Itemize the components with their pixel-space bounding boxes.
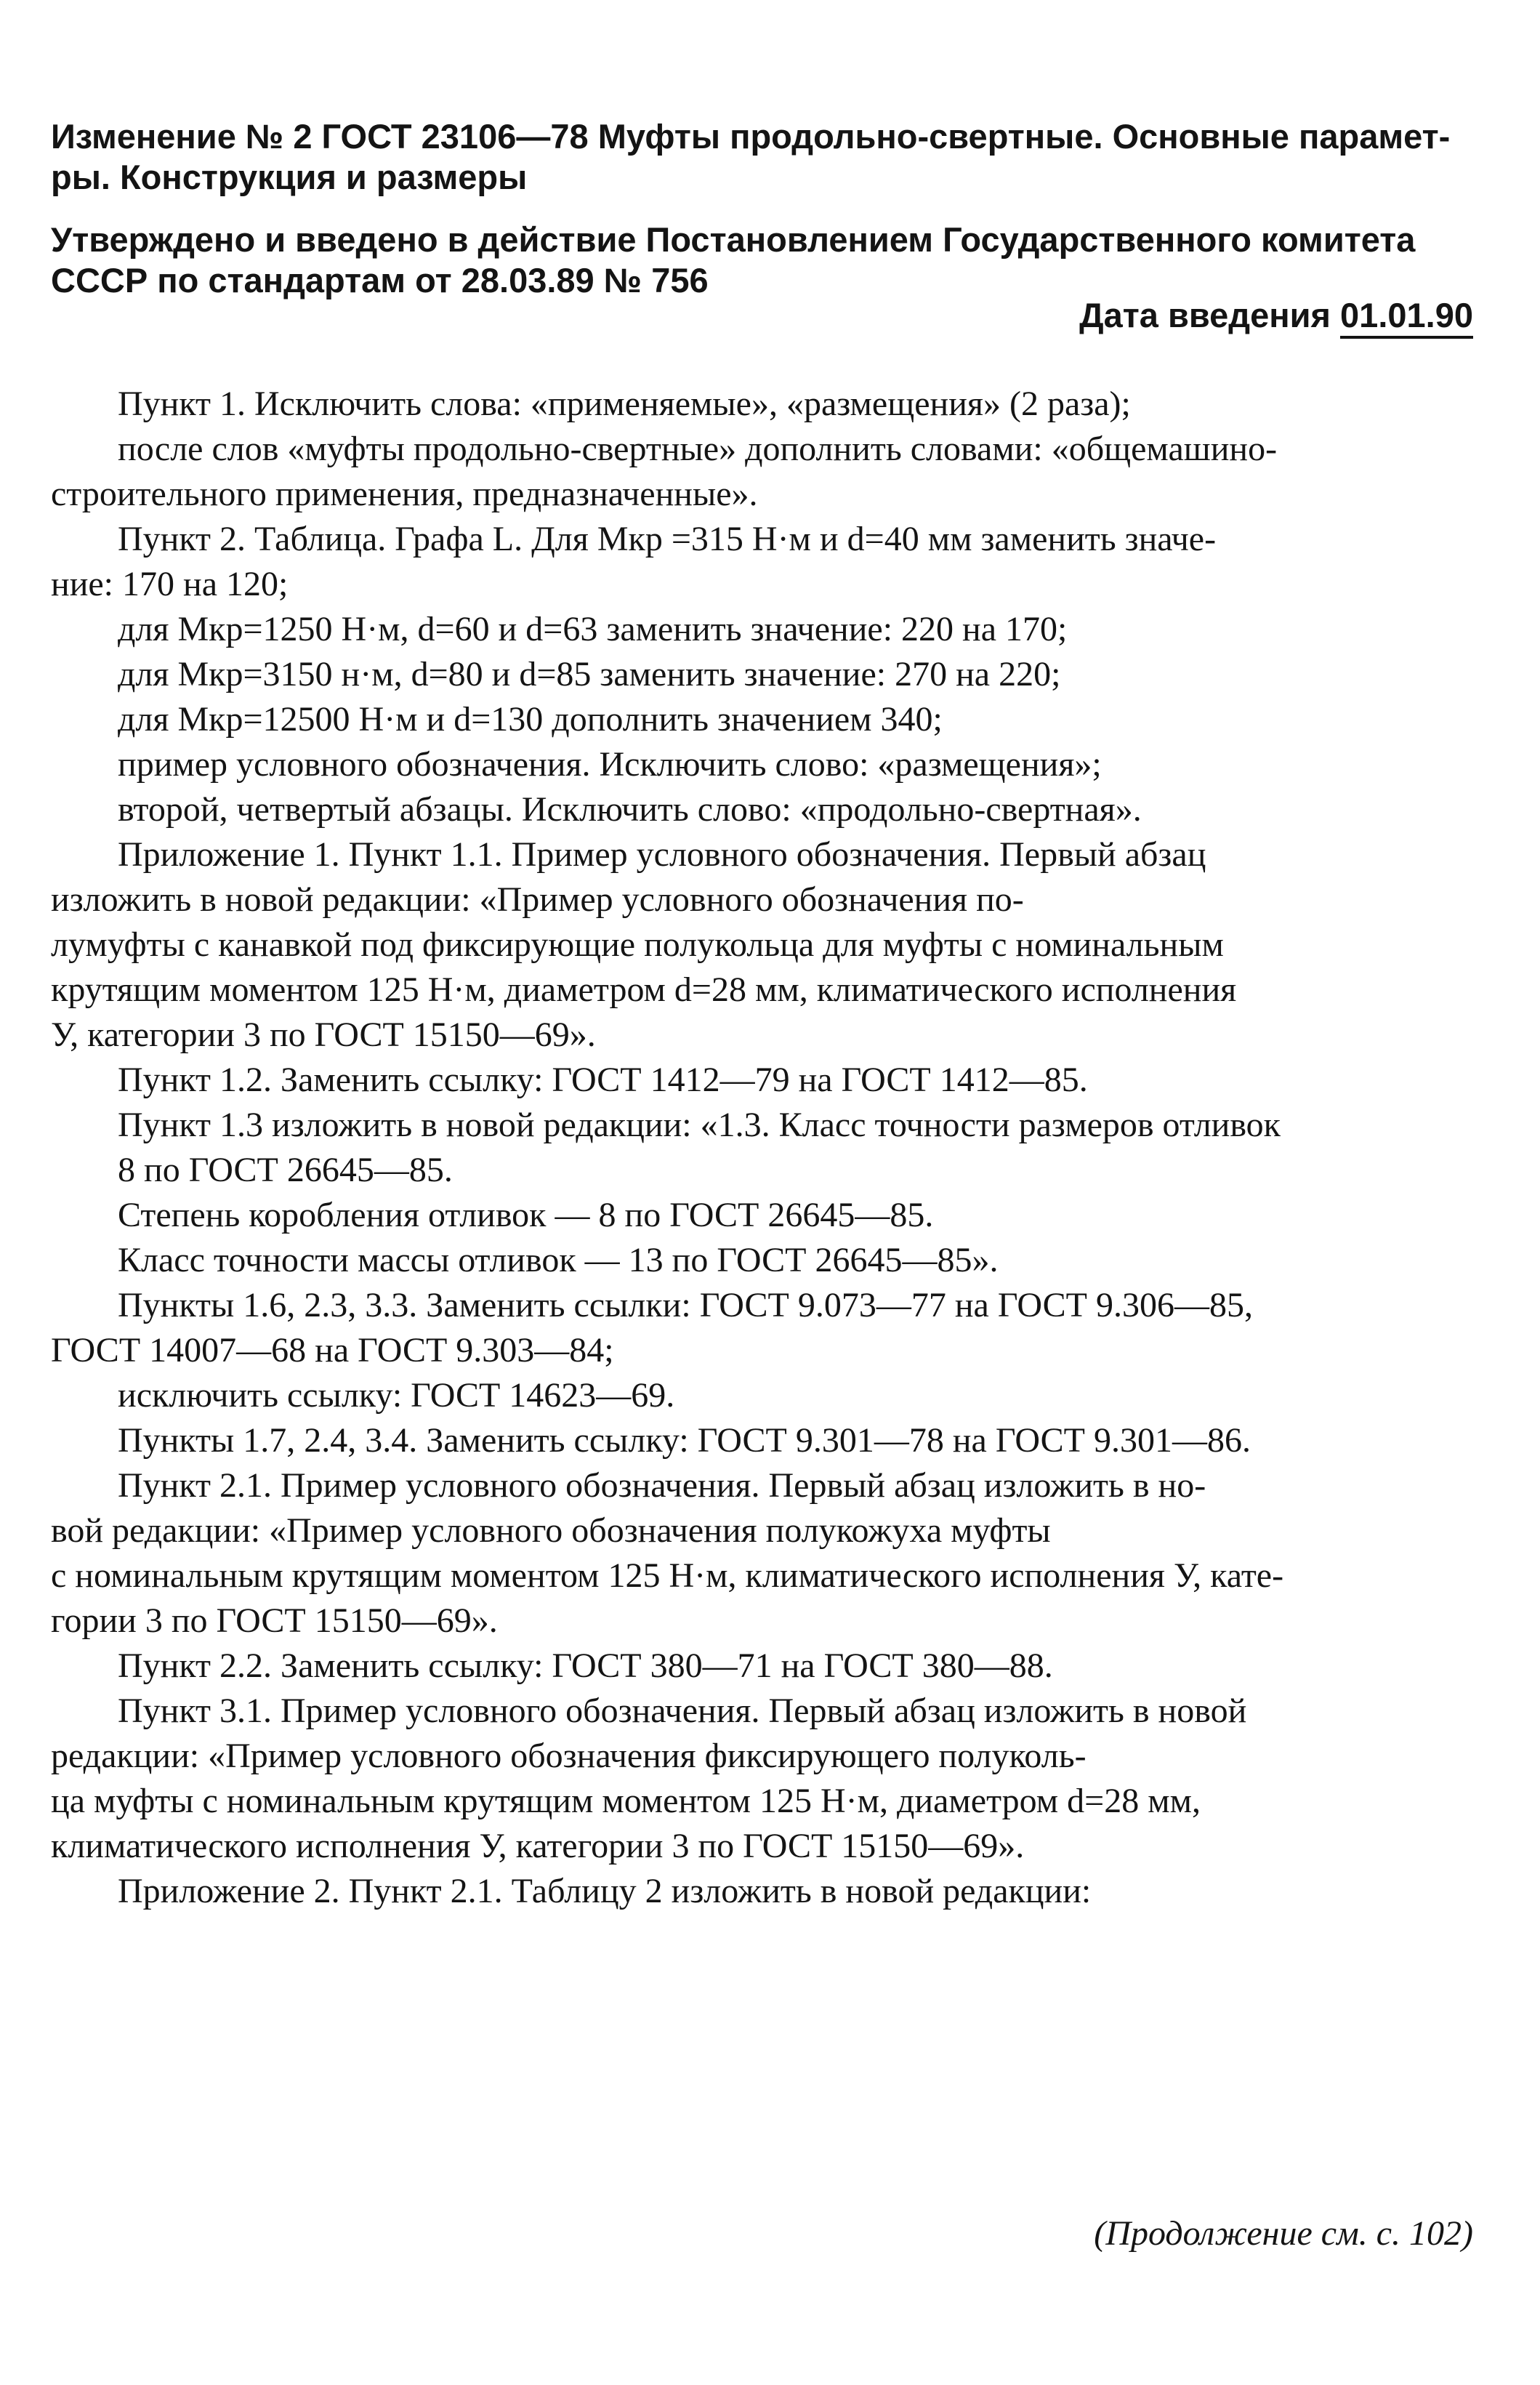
text-line: для Mкр=3150 н·м, d=80 и d=85 заменить значение: 270 на 220; — [118, 655, 1061, 693]
text-line: гории 3 по ГОСТ 15150—69». — [51, 1601, 498, 1640]
text-line: ца муфты с номинальным крутящим моментом 125 Н·м, диаметром d=28 мм, — [51, 1782, 1201, 1820]
text-line: второй, четвертый абзацы. Исключить слово: «продольно-свертная». — [118, 790, 1142, 829]
text-line: Класс точности массы отливок — 13 по ГОСТ 26645—85». — [118, 1241, 999, 1279]
text-line: климатического исполнения У, категории 3 по ГОСТ 15150—69». — [51, 1827, 1025, 1865]
text-line: Пункты 1.7, 2.4, 3.4. Заменить ссылку: ГОСТ 9.301—78 на ГОСТ 9.301—86. — [118, 1421, 1251, 1460]
title-line: ры. Конструкция и размеры — [51, 158, 528, 196]
text-line: строительного применения, предназначенные». — [51, 475, 758, 513]
effective-date-value: 01.01.90 — [1340, 296, 1473, 339]
text-line: с номинальным крутящим моментом 125 Н·м, климатического исполнения У, кате- — [51, 1556, 1284, 1595]
effective-date — [1079, 295, 1473, 336]
amendment-body — [51, 382, 1475, 1914]
text-line: Приложение 2. Пункт 2.1. Таблицу 2 изложить в новой редакции: — [118, 1872, 1092, 1910]
text-line: Пункт 2. Таблица. Графа L. Для Mкр =315 Н·м и d=40 мм заменить значе- — [118, 520, 1217, 558]
text-line: Степень коробления отливок — 8 по ГОСТ 26645—85. — [118, 1196, 934, 1234]
text-line: пример условного обозначения. Исключить слово: «размещения»; — [118, 745, 1102, 784]
document-title — [51, 116, 1475, 198]
approval-statement — [51, 220, 1475, 301]
text-line: Пункт 1.2. Заменить ссылку: ГОСТ 1412—79 на ГОСТ 1412—85. — [118, 1061, 1088, 1099]
text-line: для Mкр=1250 Н·м, d=60 и d=63 заменить значение: 220 на 170; — [118, 610, 1068, 648]
text-line: редакции: «Пример условного обозначения фиксирующего полуколь- — [51, 1737, 1087, 1775]
text-line: изложить в новой редакции: «Пример условного обозначения по- — [51, 880, 1024, 919]
text-line: ГОСТ 14007—68 на ГОСТ 9.303—84; — [51, 1331, 614, 1370]
text-line: ние: 170 на 120; — [51, 565, 289, 603]
text-line: Пункт 2.2. Заменить ссылку: ГОСТ 380—71 на ГОСТ 380—88. — [118, 1646, 1053, 1685]
text-line: для Mкр=12500 Н·м и d=130 дополнить значением 340; — [118, 700, 943, 739]
text-line: Пункт 1.3 изложить в новой редакции: «1.3. Класс точности размеров отливок — [118, 1106, 1281, 1144]
text-line: после слов «муфты продольно-свертные» дополнить словами: «общемашино- — [118, 430, 1278, 468]
text-line: Приложение 1. Пункт 1.1. Пример условного обозначения. Первый абзац — [118, 835, 1206, 874]
title-line: Изменение № 2 ГОСТ 23106—78 Муфты продольно-свертные. Основные парамет- — [51, 117, 1451, 156]
effective-date-label: Дата введения — [1079, 296, 1341, 334]
approval-line: СССР по стандартам от 28.03.89 № 756 — [51, 261, 709, 299]
text-line: вой редакции: «Пример условного обозначения полукожуха муфты — [51, 1511, 1051, 1550]
continuation-note: (Продолжение см. с. 102) — [1094, 2214, 1473, 2253]
text-line: исключить ссылку: ГОСТ 14623—69. — [118, 1376, 675, 1415]
text-line: Пункт 3.1. Пример условного обозначения. Первый абзац изложить в новой — [118, 1692, 1247, 1730]
text-line: 8 по ГОСТ 26645—85. — [118, 1151, 453, 1189]
text-line: У, категории 3 по ГОСТ 15150—69». — [51, 1015, 596, 1054]
text-line: крутящим моментом 125 Н·м, диаметром d=28 мм, климатического исполнения — [51, 970, 1237, 1009]
text-line: Пункт 2.1. Пример условного обозначения. Первый абзац изложить в но- — [118, 1466, 1206, 1505]
text-line: Пункты 1.6, 2.3, 3.3. Заменить ссылки: ГОСТ 9.073—77 на ГОСТ 9.306—85, — [118, 1286, 1253, 1324]
text-line: Пункт 1. Исключить слова: «применяемые», «размещения» (2 раза); — [118, 385, 1131, 423]
approval-line: Утверждено и введено в действие Постановлением Государственного комитета — [51, 220, 1416, 259]
text-line: лумуфты с канавкой под фиксирующие полукольца для муфты с номинальным — [51, 925, 1224, 964]
